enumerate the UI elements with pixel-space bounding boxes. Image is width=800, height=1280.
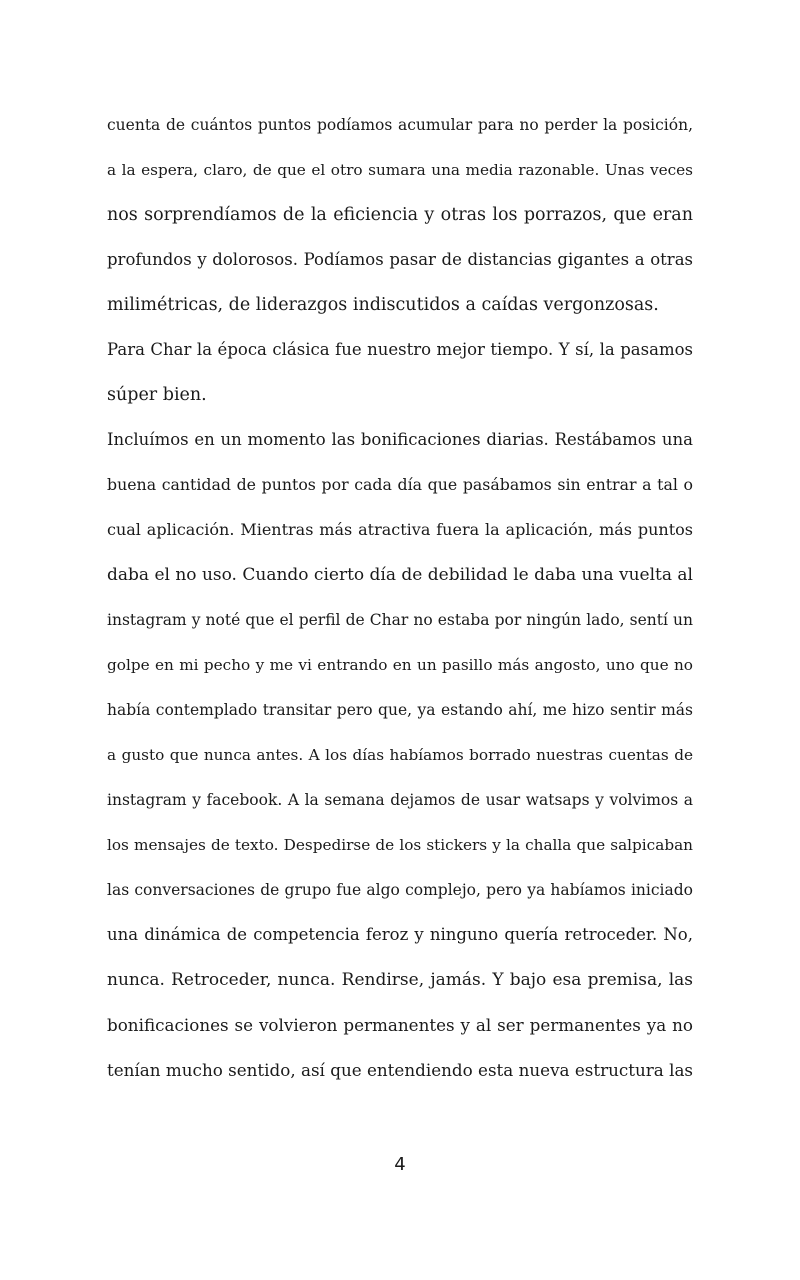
text-line: nunca. Retroceder, nunca. Rendirse, jamás. Y bajo esa premisa, las xyxy=(107,970,693,990)
text-line: a la espera, claro, de que el otro sumara una media razonable. Unas veces xyxy=(107,161,693,179)
text-line: los mensajes de texto. Despedirse de los stickers y la challa que salpicaban xyxy=(107,836,693,854)
text-line: instagram y facebook. A la semana dejamos de usar watsaps y volvimos a xyxy=(107,791,693,809)
text-line: nos sorprendíamos de la eficiencia y otras los porrazos, que eran xyxy=(107,205,693,225)
text-line: buena cantidad de puntos por cada día que pasábamos sin entrar a tal o xyxy=(107,475,693,494)
text-line: había contemplado transitar pero que, ya estando ahí, me hizo sentir más xyxy=(107,701,693,719)
text-line: Para Char la época clásica fue nuestro mejor tiempo. Y sí, la pasamos xyxy=(107,340,693,359)
text-line: daba el no uso. Cuando cierto día de debilidad le daba una vuelta al xyxy=(107,565,693,585)
text-line: súper bien. xyxy=(107,385,207,405)
text-line: bonificaciones se volvieron permanentes y al ser permanentes ya no xyxy=(107,1015,693,1035)
text-line: golpe en mi pecho y me vi entrando en un pasillo más angosto, uno que no xyxy=(107,656,693,674)
text-line: milimétricas, de liderazgos indiscutidos a caídas vergonzosas. xyxy=(107,295,659,315)
text-line: Incluímos en un momento las bonificaciones diarias. Restábamos una xyxy=(107,430,693,449)
page-number: 4 xyxy=(394,1154,406,1175)
text-line: a gusto que nunca antes. A los días habíamos borrado nuestras cuentas de xyxy=(107,746,693,764)
text-line: profundos y dolorosos. Podíamos pasar de distancias gigantes a otras xyxy=(107,250,693,269)
text-line: las conversaciones de grupo fue algo complejo, pero ya habíamos iniciado xyxy=(107,881,693,899)
text-line: una dinámica de competencia feroz y ninguno quería retroceder. No, xyxy=(107,925,693,944)
text-line: instagram y noté que el perfil de Char no estaba por ningún lado, sentí un xyxy=(107,611,693,629)
text-line: cual aplicación. Mientras más atractiva fuera la aplicación, más puntos xyxy=(107,520,693,539)
text-line: tenían mucho sentido, así que entendiendo esta nueva estructura las xyxy=(107,1060,694,1080)
text-line: cuenta de cuántos puntos podíamos acumular para no perder la posición, xyxy=(107,116,693,134)
